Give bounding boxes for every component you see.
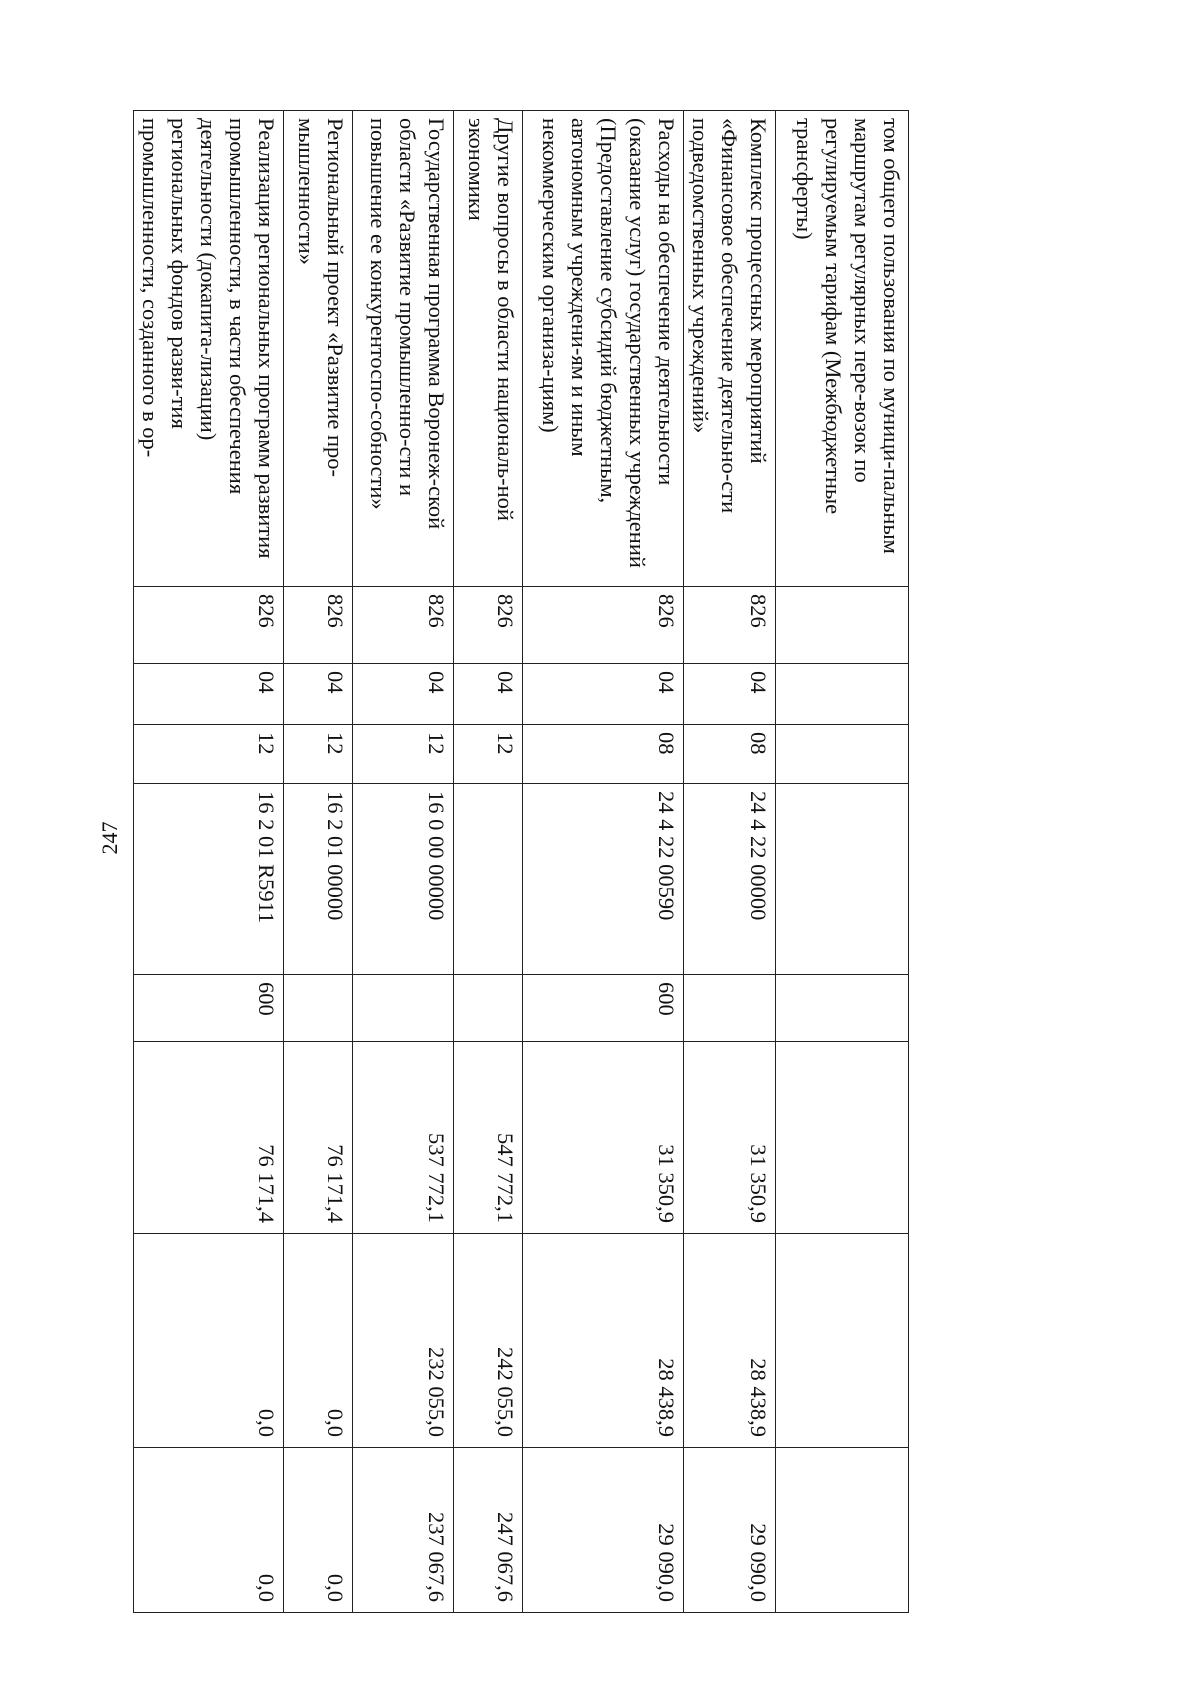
table-row [454, 111, 523, 1613]
subsection-code: 12 [284, 725, 353, 784]
target-article-code: 16 2 01 00000 [284, 784, 353, 975]
target-article-code: 24 4 22 00590 [523, 784, 684, 975]
row-description: Государственная программа Воронеж-ской области «Развитие промышленно-сти и повышение ее конкурентоспо-собности» [353, 111, 454, 587]
amount-year-3: 237 067,6 [353, 1448, 454, 1613]
expense-type-code [776, 975, 909, 1042]
table-row [134, 111, 284, 1613]
row-description: Комплекс процессных мероприятий «Финансовое обеспечение деятельно-сти подведомственных учреждений» [684, 111, 776, 587]
expense-type-code [284, 975, 353, 1042]
table-row [284, 111, 353, 1613]
budget-table [133, 110, 909, 1613]
section-code: 04 [353, 664, 454, 725]
subsection-code: 12 [353, 725, 454, 784]
amount-year-2: 242 055,0 [454, 1234, 523, 1448]
subsection-code [776, 725, 909, 784]
subsection-code: 08 [684, 725, 776, 784]
target-article-code [776, 784, 909, 975]
amount-year-1: 31 350,9 [684, 1042, 776, 1234]
grbs-code: 826 [134, 587, 284, 664]
amount-year-1: 547 772,1 [454, 1042, 523, 1234]
page-number: 247 [97, 821, 122, 855]
table-row [776, 111, 909, 1613]
amount-year-3: 0,0 [284, 1448, 353, 1613]
section-code: 04 [523, 664, 684, 725]
subsection-code: 12 [134, 725, 284, 784]
section-code: 04 [684, 664, 776, 725]
expense-type-code [353, 975, 454, 1042]
table-row [684, 111, 776, 1613]
expense-type-code [684, 975, 776, 1042]
expense-type-code [454, 975, 523, 1042]
amount-year-3: 29 090,0 [684, 1448, 776, 1613]
row-description: Другие вопросы в области националь-ной экономики [454, 111, 523, 587]
amount-year-2: 28 438,9 [523, 1234, 684, 1448]
target-article-code: 16 0 00 00000 [353, 784, 454, 975]
amount-year-3 [776, 1448, 909, 1613]
amount-year-1: 76 171,4 [284, 1042, 353, 1234]
amount-year-2: 0,0 [134, 1234, 284, 1448]
grbs-code: 826 [684, 587, 776, 664]
grbs-code: 826 [353, 587, 454, 664]
grbs-code [776, 587, 909, 664]
row-description: Региональный проект «Развитие про-мышленности» [284, 111, 353, 587]
grbs-code: 826 [523, 587, 684, 664]
amount-year-1: 76 171,4 [134, 1042, 284, 1234]
row-description: Расходы на обеспечение деятельности (оказание услуг) государственных учреждений (Предоставление субсидий бюджетным, автономным учреждени-ям и иным некоммерческим организа-циям) [523, 111, 684, 587]
amount-year-3: 0,0 [134, 1448, 284, 1613]
amount-year-2: 28 438,9 [684, 1234, 776, 1448]
amount-year-2: 0,0 [284, 1234, 353, 1448]
expense-type-code: 600 [523, 975, 684, 1042]
grbs-code: 826 [284, 587, 353, 664]
amount-year-3: 29 090,0 [523, 1448, 684, 1613]
subsection-code: 08 [523, 725, 684, 784]
target-article-code [454, 784, 523, 975]
section-code: 04 [454, 664, 523, 725]
amount-year-2: 232 055,0 [353, 1234, 454, 1448]
target-article-code: 16 2 01 R5911 [134, 784, 284, 975]
table-row [353, 111, 454, 1613]
section-code: 04 [134, 664, 284, 725]
row-description: том общего пользования по муници-пальным маршрутам регулярных пере-возок по регулируемым тарифам (Межбюджетные трансферты) [776, 111, 909, 587]
expense-type-code: 600 [134, 975, 284, 1042]
subsection-code: 12 [454, 725, 523, 784]
amount-year-3: 247 067,6 [454, 1448, 523, 1613]
amount-year-1 [776, 1042, 909, 1234]
table-row [523, 111, 684, 1613]
target-article-code: 24 4 22 00000 [684, 784, 776, 975]
grbs-code: 826 [454, 587, 523, 664]
amount-year-1: 31 350,9 [523, 1042, 684, 1234]
amount-year-1: 537 772,1 [353, 1042, 454, 1234]
section-code [776, 664, 909, 725]
amount-year-2 [776, 1234, 909, 1448]
row-description: Реализация региональных программ развития промышленности, в части обеспечения деятельности (докапита-лизации) региональных фондов разви-тия промышленности, созданного в ор- [134, 111, 284, 587]
section-code: 04 [284, 664, 353, 725]
